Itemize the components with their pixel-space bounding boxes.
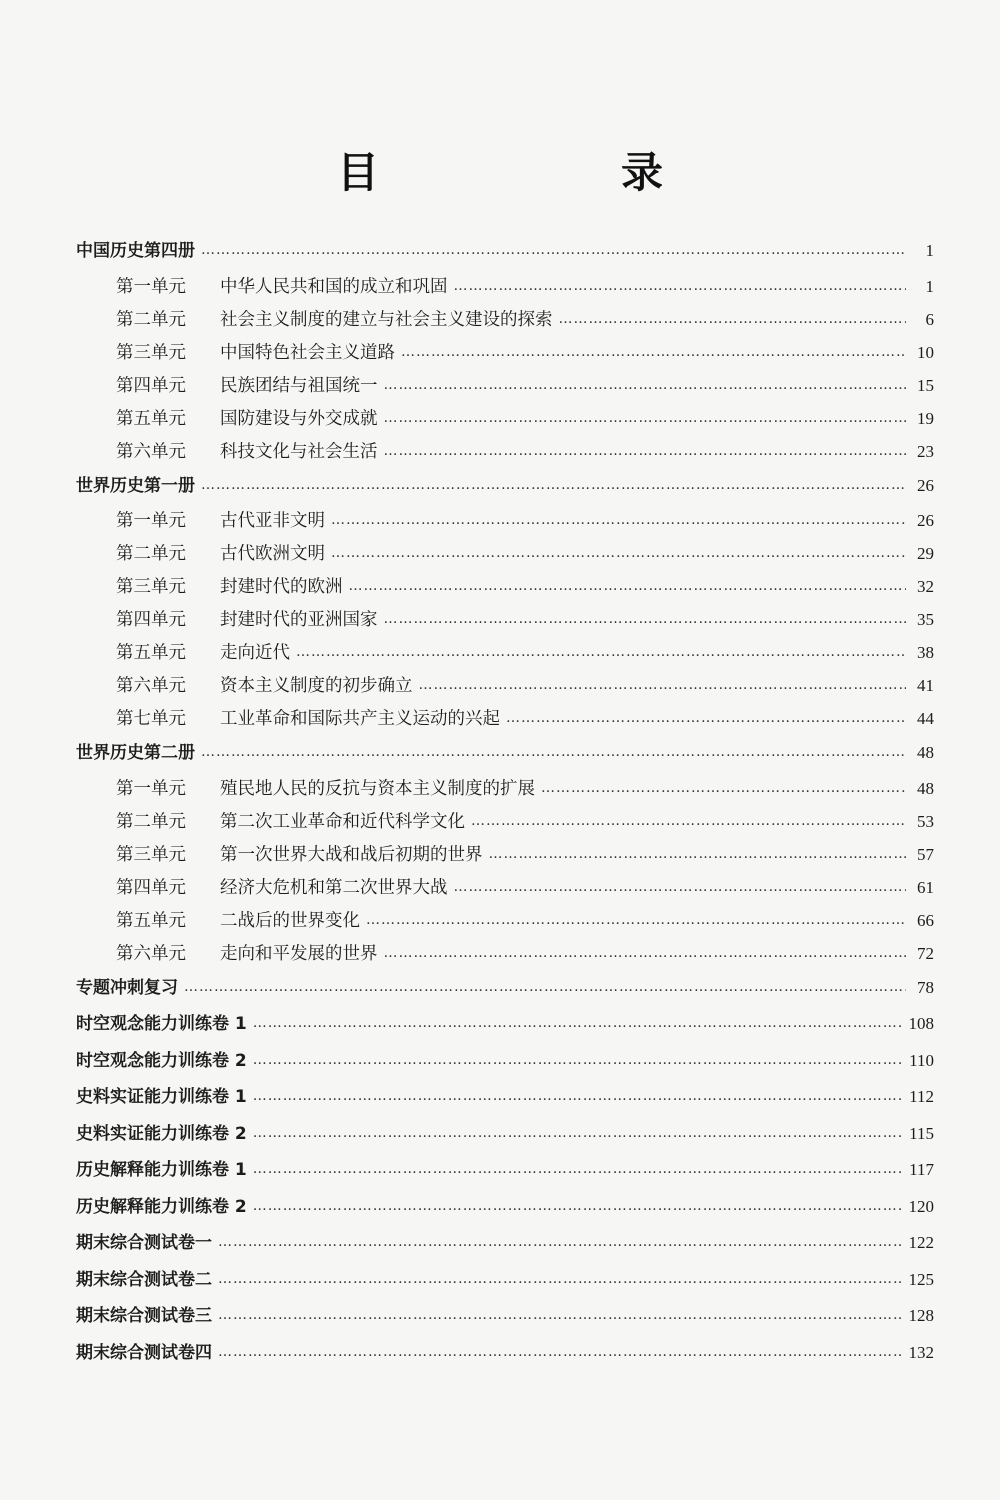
toc-page-number: 15 (917, 375, 934, 395)
toc-page-number: 125 (908, 1269, 934, 1289)
toc-dot-leader (218, 1307, 903, 1323)
toc-page-number: 10 (917, 342, 934, 362)
toc-unit-entry[interactable] (76, 273, 934, 306)
toc-unit-entry[interactable] (76, 306, 934, 339)
toc-dot-leader (419, 677, 907, 693)
toc-unit-entry[interactable] (76, 372, 934, 405)
toc-entry-label: 国防建设与外交成就 (220, 408, 378, 429)
toc-unit-entry[interactable] (76, 808, 934, 841)
toc-entry-label: 科技文化与社会生活 (220, 441, 378, 462)
toc-section-entry[interactable] (76, 1228, 934, 1265)
toc-unit-number: 第六单元 (116, 943, 186, 964)
toc-entry-label: 历史解释能力训练卷 1 (76, 1160, 247, 1180)
toc-entry-label: 史料实证能力训练卷 1 (76, 1087, 247, 1107)
toc-dot-leader (331, 545, 906, 561)
toc-unit-number: 第一单元 (116, 276, 186, 297)
table-of-contents (76, 236, 934, 1374)
toc-unit-entry[interactable] (76, 438, 934, 471)
toc-entry-label: 史料实证能力训练卷 2 (76, 1123, 247, 1144)
toc-unit-number: 第五单元 (116, 408, 186, 429)
toc-dot-leader (384, 410, 907, 426)
toc-entry-label: 社会主义制度的建立与社会主义建设的探索 (220, 309, 553, 330)
toc-section-entry[interactable] (76, 236, 934, 273)
toc-entry-label: 封建时代的欧洲 (220, 577, 343, 597)
toc-section-entry[interactable] (76, 1119, 934, 1156)
toc-entry-label: 工业革命和国际共产主义运动的兴起 (220, 709, 500, 729)
toc-unit-number: 第一单元 (116, 511, 186, 531)
toc-dot-leader (184, 979, 906, 995)
toc-entry-label: 期末综合测试卷一 (76, 1233, 212, 1253)
toc-dot-leader (253, 1088, 903, 1104)
toc-page-number: 23 (917, 441, 934, 461)
toc-page-number: 32 (917, 577, 934, 596)
toc-page-number: 38 (917, 643, 934, 662)
toc-unit-number: 第五单元 (116, 643, 186, 663)
toc-unit-entry[interactable] (76, 540, 934, 573)
toc-dot-leader (384, 443, 907, 459)
toc-dot-leader (201, 242, 906, 258)
toc-page-number: 19 (917, 408, 934, 428)
toc-unit-number: 第一单元 (116, 778, 186, 799)
toc-entry-label: 时空观念能力训练卷 2 (76, 1050, 247, 1071)
toc-section-entry[interactable] (76, 1009, 934, 1046)
toc-dot-leader (253, 1052, 903, 1068)
toc-unit-number: 第二单元 (116, 544, 186, 564)
toc-dot-leader (384, 377, 907, 393)
toc-dot-leader (541, 780, 906, 796)
toc-page-number: 110 (909, 1050, 934, 1070)
toc-unit-entry[interactable] (76, 907, 934, 940)
toc-dot-leader (489, 846, 907, 862)
toc-section-entry[interactable] (76, 1265, 934, 1302)
toc-unit-number: 第四单元 (116, 877, 186, 898)
toc-page-number: 48 (917, 743, 934, 762)
toc-entry-label: 第一次世界大战和战后初期的世界 (220, 844, 483, 865)
toc-section-entry[interactable] (76, 1192, 934, 1229)
toc-entry-label: 经济大危机和第二次世界大战 (220, 877, 448, 898)
toc-unit-entry[interactable] (76, 639, 934, 672)
toc-unit-number: 第六单元 (116, 676, 186, 696)
toc-page-number: 78 (917, 977, 934, 997)
toc-entry-label: 世界历史第二册 (76, 743, 195, 763)
toc-page-number: 29 (917, 544, 934, 563)
toc-entry-label: 封建时代的亚洲国家 (220, 610, 378, 630)
toc-unit-entry[interactable] (76, 775, 934, 808)
toc-dot-leader (384, 611, 907, 627)
toc-dot-leader (253, 1198, 903, 1214)
toc-unit-number: 第三单元 (116, 577, 186, 597)
toc-page-number: 26 (917, 475, 934, 495)
toc-dot-leader (454, 278, 907, 294)
toc-section-entry[interactable] (76, 1046, 934, 1083)
toc-unit-entry[interactable] (76, 940, 934, 973)
toc-entry-label: 走向和平发展的世界 (220, 943, 378, 964)
toc-dot-leader (366, 912, 906, 928)
toc-unit-number: 第六单元 (116, 441, 186, 462)
toc-unit-entry[interactable] (76, 573, 934, 606)
toc-page-number: 132 (908, 1342, 934, 1362)
toc-section-entry[interactable] (76, 1082, 934, 1119)
toc-page-number: 108 (908, 1014, 934, 1033)
toc-page-number: 112 (909, 1087, 934, 1106)
toc-section-entry[interactable] (76, 471, 934, 508)
toc-section-entry[interactable] (76, 973, 934, 1010)
toc-unit-number: 第四单元 (116, 610, 186, 630)
toc-dot-leader (218, 1234, 903, 1250)
toc-entry-label: 二战后的世界变化 (220, 910, 360, 931)
toc-page-number: 66 (917, 910, 934, 930)
toc-unit-number: 第二单元 (116, 309, 186, 330)
toc-dot-leader (218, 1344, 903, 1360)
toc-dot-leader (331, 512, 906, 528)
toc-unit-number: 第三单元 (116, 342, 186, 363)
toc-unit-entry[interactable] (76, 672, 934, 705)
toc-dot-leader (296, 644, 906, 660)
toc-section-entry[interactable] (76, 1301, 934, 1338)
toc-page-number: 117 (909, 1160, 934, 1179)
toc-entry-label: 走向近代 (220, 643, 290, 663)
toc-entry-label: 中国特色社会主义道路 (220, 342, 395, 363)
toc-entry-label: 民族团结与祖国统一 (220, 375, 378, 396)
toc-entry-label: 第二次工业革命和近代科学文化 (220, 811, 465, 832)
toc-entry-label: 期末综合测试卷四 (76, 1342, 212, 1363)
toc-unit-entry[interactable] (76, 606, 934, 639)
toc-unit-entry[interactable] (76, 841, 934, 874)
toc-page-number: 48 (917, 778, 934, 798)
toc-page-number: 41 (917, 676, 934, 695)
toc-dot-leader (218, 1271, 903, 1287)
toc-page-number: 26 (917, 511, 934, 530)
toc-dot-leader (471, 813, 906, 829)
toc-page-number: 57 (917, 844, 934, 864)
toc-unit-entry[interactable] (76, 405, 934, 438)
toc-unit-number: 第七单元 (116, 709, 186, 729)
toc-page-number: 120 (908, 1196, 934, 1216)
toc-entry-label: 期末综合测试卷二 (76, 1269, 212, 1290)
toc-entry-label: 中国历史第四册 (76, 241, 195, 261)
toc-entry-label: 专题冲刺复习 (76, 977, 178, 998)
toc-entry-label: 古代亚非文明 (220, 511, 325, 531)
toc-page-number: 44 (917, 709, 934, 728)
toc-entry-label: 资本主义制度的初步确立 (220, 676, 413, 696)
toc-section-entry[interactable] (76, 1155, 934, 1192)
toc-entry-label: 世界历史第一册 (76, 475, 195, 496)
toc-entry-label: 历史解释能力训练卷 2 (76, 1196, 247, 1217)
toc-entry-label: 时空观念能力训练卷 1 (76, 1014, 247, 1034)
page-title: 目 录 (336, 148, 763, 197)
toc-page-number: 128 (908, 1306, 934, 1325)
toc-dot-leader (506, 710, 906, 726)
toc-entry-label: 古代欧洲文明 (220, 544, 325, 564)
toc-dot-leader (201, 477, 906, 493)
toc-entry-label: 中华人民共和国的成立和巩固 (220, 276, 448, 297)
toc-dot-leader (201, 744, 906, 760)
toc-page-number: 35 (917, 610, 934, 629)
toc-unit-entry[interactable] (76, 874, 934, 907)
toc-page-number: 1 (925, 276, 934, 296)
toc-entry-label: 期末综合测试卷三 (76, 1306, 212, 1326)
toc-dot-leader (454, 879, 907, 895)
toc-unit-number: 第四单元 (116, 375, 186, 396)
toc-page-number: 61 (917, 877, 934, 897)
toc-dot-leader (559, 311, 907, 327)
toc-page-number: 72 (917, 943, 934, 963)
toc-page-number: 122 (908, 1233, 934, 1252)
toc-unit-number: 第二单元 (116, 811, 186, 832)
toc-page-number: 6 (925, 309, 934, 329)
toc-unit-entry[interactable] (76, 705, 934, 738)
toc-page-number: 115 (909, 1123, 934, 1143)
toc-dot-leader (253, 1125, 903, 1141)
toc-unit-number: 第三单元 (116, 844, 186, 865)
toc-dot-leader (253, 1161, 903, 1177)
toc-entry-label: 殖民地人民的反抗与资本主义制度的扩展 (220, 778, 535, 799)
toc-dot-leader (253, 1015, 903, 1031)
toc-section-entry[interactable] (76, 1338, 934, 1375)
toc-unit-entry[interactable] (76, 507, 934, 540)
toc-page-number: 53 (917, 811, 934, 831)
toc-unit-number: 第五单元 (116, 910, 186, 931)
toc-page-number: 1 (925, 241, 934, 260)
toc-dot-leader (349, 578, 907, 594)
toc-dot-leader (401, 344, 906, 360)
toc-section-entry[interactable] (76, 738, 934, 775)
toc-unit-entry[interactable] (76, 339, 934, 372)
toc-dot-leader (384, 945, 907, 961)
